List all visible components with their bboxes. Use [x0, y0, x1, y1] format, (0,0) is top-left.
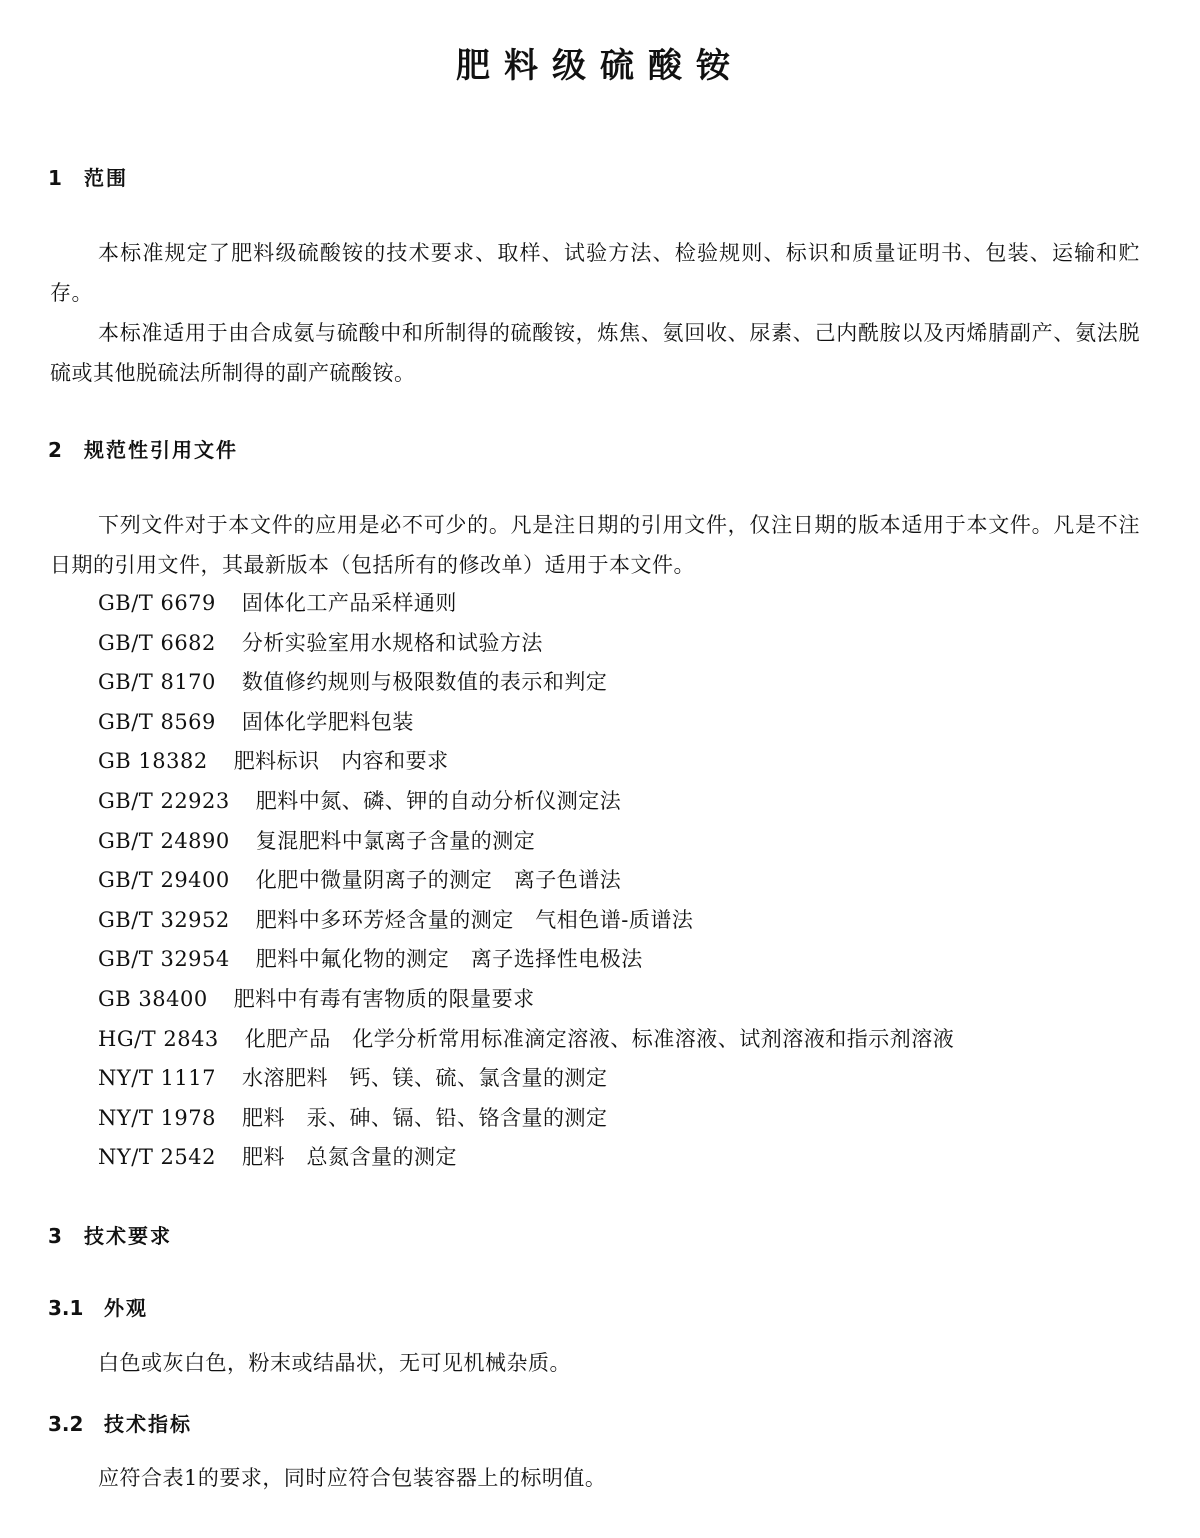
reference-code: GB 18382 [98, 749, 208, 774]
reference-item [98, 782, 1148, 822]
reference-title: 复混肥料中氯离子含量的测定 [255, 828, 536, 853]
reference-title: 水溶肥料 钙、镁、硫、氯含量的测定 [241, 1066, 608, 1091]
reference-code: HG/T 2843 [98, 1026, 219, 1051]
reference-code: GB/T 6679 [98, 591, 216, 615]
section-title: 外观 [104, 1296, 148, 1320]
section-number: 3.2 [48, 1412, 84, 1436]
scope-paragraph-2: 本标准适用于由合成氨与硫酸中和所制得的硫酸铵，炼焦、氨回收、尿素、己内酰胺以及丙烯腈副产、氨法脱硫或其他脱硫法所制得的副产硫酸铵。 [50, 321, 1140, 385]
reference-item [98, 1099, 1148, 1139]
reference-item [98, 822, 1148, 862]
section-title: 技术指标 [104, 1412, 192, 1436]
section-title: 范围 [84, 166, 128, 190]
reference-title: 肥料标识 内容和要求 [233, 749, 449, 774]
reference-code: GB/T 8569 [98, 709, 216, 734]
reference-code: NY/T 1117 [98, 1066, 216, 1091]
section-3-1-heading [48, 1292, 148, 1321]
section-3-heading [48, 1220, 172, 1249]
reference-item [98, 1059, 1148, 1099]
reference-item [98, 703, 1148, 743]
reference-code: GB/T 22923 [98, 788, 230, 813]
reference-title: 肥料中氮、磷、钾的自动分析仪测定法 [255, 788, 622, 813]
reference-title: 数值修约规则与极限数值的表示和判定 [241, 670, 608, 695]
reference-code: GB/T 32954 [98, 947, 230, 972]
reference-item [98, 861, 1148, 901]
reference-item [98, 940, 1148, 980]
reference-title: 化肥产品 化学分析常用标准滴定溶液、标准溶液、试剂溶液和指示剂溶液 [244, 1026, 955, 1051]
section-number: 1 [48, 166, 62, 190]
reference-item [98, 1138, 1148, 1178]
section-number: 2 [48, 438, 62, 462]
normative-references-list [98, 584, 1148, 1178]
reference-item [98, 742, 1148, 782]
reference-title: 固体化工产品采样通则 [241, 591, 457, 615]
references-intro: 下列文件对于本文件的应用是必不可少的。凡是注日期的引用文件，仅注日期的版本适用于本文件。凡是不注日期的引用文件，其最新版本（包括所有的修改单）适用于本文件。 [50, 513, 1140, 577]
reference-title: 化肥中微量阴离子的测定 离子色谱法 [255, 868, 622, 893]
reference-title: 分析实验室用水规格和试验方法 [241, 630, 543, 655]
section-number: 3 [48, 1224, 62, 1248]
reference-title: 固体化学肥料包装 [241, 709, 414, 734]
reference-code: GB/T 6682 [98, 630, 216, 655]
reference-code: GB/T 24890 [98, 828, 230, 853]
section-2-heading [48, 434, 238, 463]
technical-indicators-text: 应符合表1的要求，同时应符合包装容器上的标明值。 [98, 1466, 607, 1490]
scope-paragraph-1: 本标准规定了肥料级硫酸铵的技术要求、取样、试验方法、检验规则、标识和质量证明书、包装、运输和贮存。 [50, 241, 1140, 305]
reference-item [98, 624, 1148, 664]
reference-title: 肥料 总氮含量的测定 [241, 1145, 457, 1170]
section-title: 技术要求 [84, 1224, 172, 1248]
appearance-text: 白色或灰白色，粉末或结晶状，无可见机械杂质。 [98, 1351, 571, 1375]
reference-item [98, 1020, 1148, 1060]
reference-item [98, 663, 1148, 703]
section-title: 规范性引用文件 [84, 438, 238, 462]
reference-item [98, 584, 1148, 624]
section-number: 3.1 [48, 1296, 84, 1320]
reference-item [98, 980, 1148, 1020]
section-1-heading [48, 162, 128, 191]
reference-code: NY/T 1978 [98, 1105, 216, 1130]
reference-item [98, 901, 1148, 941]
reference-code: GB/T 32952 [98, 907, 230, 932]
reference-code: GB/T 8170 [98, 670, 216, 695]
reference-code: NY/T 2542 [98, 1145, 216, 1170]
section-3-2-heading [48, 1408, 192, 1437]
reference-title: 肥料中氟化物的测定 离子选择性电极法 [255, 947, 643, 972]
reference-title: 肥料 汞、砷、镉、铅、铬含量的测定 [241, 1105, 608, 1130]
reference-title: 肥料中多环芳烃含量的测定 气相色谱-质谱法 [255, 907, 694, 932]
reference-code: GB 38400 [98, 986, 208, 1011]
reference-code: GB/T 29400 [98, 868, 230, 893]
document-title: 肥料级硫酸铵 [456, 46, 744, 86]
reference-title: 肥料中有毒有害物质的限量要求 [233, 986, 535, 1011]
